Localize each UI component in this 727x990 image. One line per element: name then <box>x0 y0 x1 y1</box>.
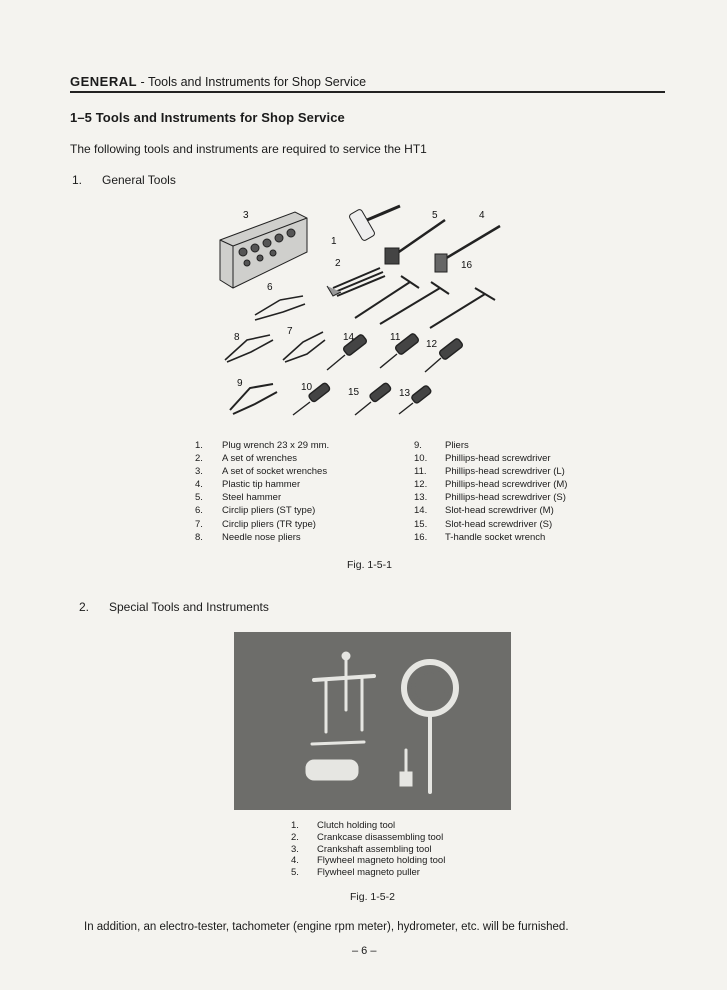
legend-item: 7. Circlip pliers (TR type) <box>195 518 316 530</box>
intro-text: The following tools and instruments are required to service the HT1 <box>70 142 427 156</box>
t-handle-wrench-icon <box>355 276 495 328</box>
callout-4: 4 <box>479 210 485 221</box>
legend-item: 13. Phillips-head screwdriver (S) <box>414 492 566 504</box>
socket-set-box-icon <box>220 212 307 288</box>
legend-item: 9. Pliers <box>414 440 469 451</box>
legend-item: 3. Crankshaft assembling tool <box>291 843 432 855</box>
legend-item: 6. Circlip pliers (ST type) <box>195 505 316 517</box>
callout-6: 6 <box>267 282 273 293</box>
callout-7: 7 <box>287 326 293 337</box>
legend-item: 14. Slot-head screwdriver (M) <box>414 505 554 517</box>
special-tools-legend <box>291 820 445 879</box>
legend-item: 4. Plastic tip hammer <box>195 479 301 491</box>
callout-3: 3 <box>243 210 249 221</box>
plug-wrench-icon <box>348 206 400 241</box>
general-tools-heading <box>72 173 176 187</box>
callout-12: 12 <box>426 339 438 350</box>
figure-caption-1: Fig. 1-5-1 <box>347 559 392 571</box>
footer-note: In addition, an electro-tester, tachometer (engine rpm meter), hydrometer, etc. will be furnished. <box>84 921 569 933</box>
callout-1: 1 <box>331 236 337 247</box>
general-tools-number: 1. <box>72 173 83 187</box>
callout-9: 9 <box>237 378 243 389</box>
circlip-pliers-st-icon <box>255 296 305 320</box>
special-tools-photo <box>234 632 511 810</box>
callout-13: 13 <box>399 388 411 399</box>
callout-10: 10 <box>301 382 313 393</box>
wrench-set-icon <box>327 268 385 296</box>
callout-14: 14 <box>343 332 355 343</box>
legend-item: 3. A set of socket wrenches <box>195 466 328 478</box>
legend-item: 2. A set of wrenches <box>195 453 297 465</box>
legend-item: 16. T-handle socket wrench <box>414 531 546 543</box>
callout-15: 15 <box>348 387 360 398</box>
legend-item: 5. Flywheel magneto puller <box>291 867 420 879</box>
section-title: 1–5 Tools and Instruments for Shop Service <box>70 110 345 125</box>
running-header <box>70 74 366 89</box>
callout-8: 8 <box>234 332 240 343</box>
header-section: GENERAL <box>70 74 138 89</box>
legend-item: 2. Crankcase disassembling tool <box>291 831 444 843</box>
header-rule <box>70 91 665 93</box>
general-tools-legend-left <box>195 439 329 544</box>
figure-caption-2: Fig. 1-5-2 <box>350 891 395 903</box>
legend-item: 8. Needle nose pliers <box>195 531 301 543</box>
special-tools-heading <box>79 600 269 614</box>
legend-item: 10. Phillips-head screwdriver <box>414 453 551 465</box>
special-tools-title: Special Tools and Instruments <box>109 600 269 614</box>
legend-item: 4. Flywheel magneto holding tool <box>291 855 446 867</box>
general-tools-title: General Tools <box>102 173 176 187</box>
callout-16: 16 <box>461 260 473 271</box>
page-number: – 6 – <box>352 945 377 957</box>
header-subtitle: - Tools and Instruments for Shop Service <box>140 75 367 89</box>
general-tools-legend-right <box>414 439 567 544</box>
needle-nose-pliers-icon <box>225 335 273 362</box>
callout-2: 2 <box>335 258 341 269</box>
legend-item: 11. Phillips-head screwdriver (L) <box>414 466 565 478</box>
general-tools-illustration <box>215 200 525 430</box>
special-tools-number: 2. <box>79 600 90 614</box>
legend-item: 15. Slot-head screwdriver (S) <box>414 518 553 530</box>
legend-item: 5. Steel hammer <box>195 492 282 504</box>
legend-item: 1. Clutch holding tool <box>291 820 396 831</box>
callout-11: 11 <box>390 332 401 343</box>
callout-5: 5 <box>432 210 438 221</box>
legend-item: 12. Phillips-head screwdriver (M) <box>414 479 568 491</box>
legend-item: 1. Plug wrench 23 x 29 mm. <box>195 440 330 451</box>
